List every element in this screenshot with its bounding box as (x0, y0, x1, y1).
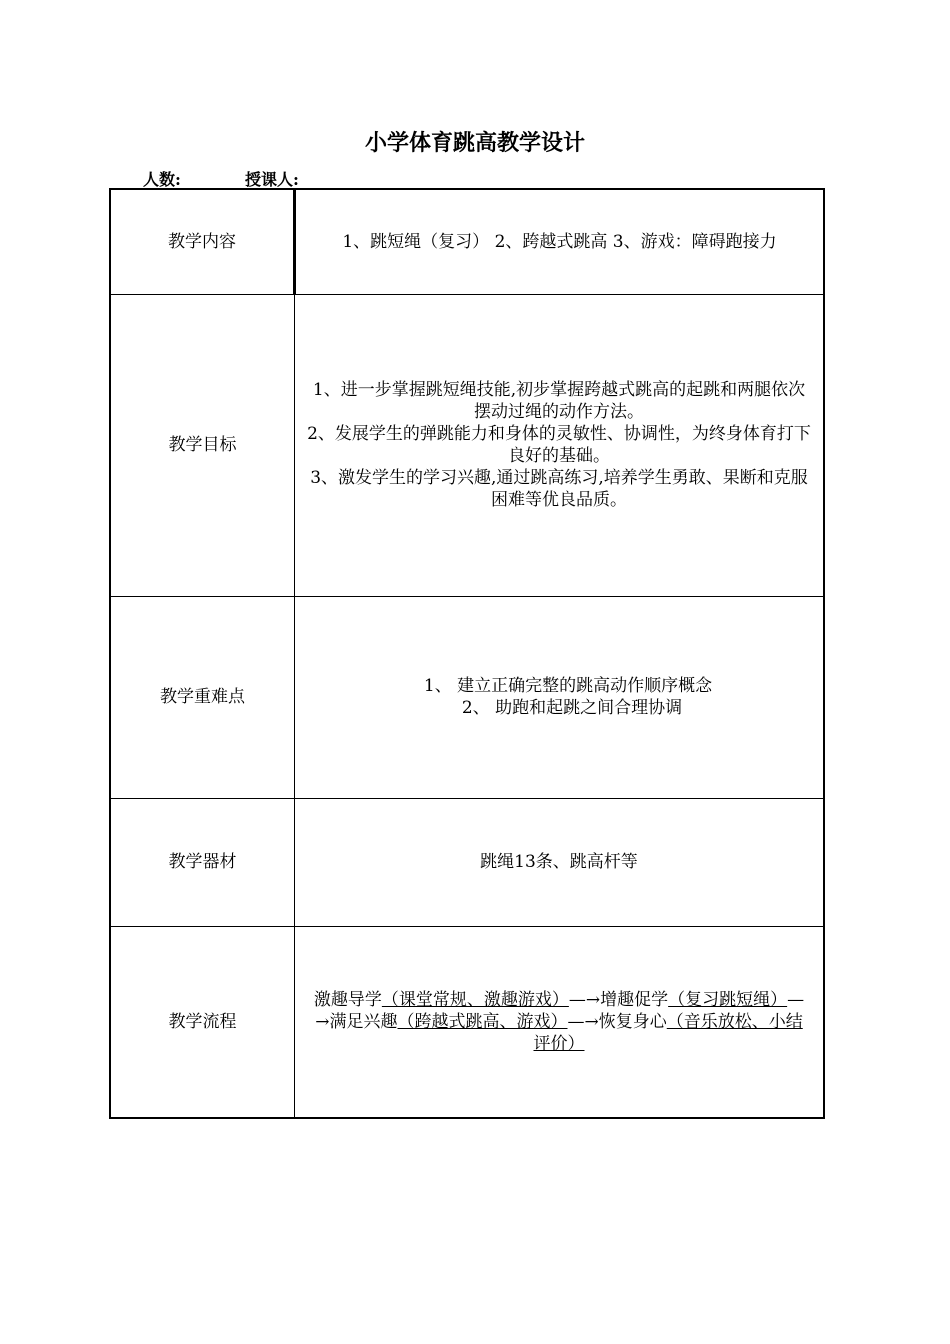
flow-detail: （课堂常规、激趣游戏） (381, 989, 569, 1010)
flow-step: 恢复身心 (598, 1011, 667, 1032)
value-content: 1、跳短绳（复习） 2、跨越式跳高 3、游戏：障碍跑接力 (295, 189, 825, 294)
flow-arrow: —→ (315, 989, 805, 1032)
document-title: 小学体育跳高教学设计 (364, 131, 585, 156)
flow-arrow: —→ (567, 1011, 599, 1032)
label-keypoints: 教学重难点 (110, 596, 295, 798)
label-goals: 教学目标 (110, 294, 295, 596)
flow-detail: （复习跳短绳） (668, 989, 788, 1010)
row-keypoints (110, 596, 824, 798)
keypoint-item: 1、 建立正确完整的跳高动作顺序概念 (423, 676, 713, 696)
flow-arrow: —→ (568, 989, 601, 1010)
label-equipment: 教学器材 (110, 798, 295, 926)
row-content (110, 189, 824, 294)
value-equipment: 跳绳13条、跳高杆等 (295, 798, 825, 926)
goal-item: 2、发展学生的弹跳能力和身体的灵敏性、协调性，为终身体育打下良好的基础。 (307, 424, 811, 466)
flow-detail: （跨越式跳高、游戏） (397, 1011, 568, 1032)
lesson-plan-table (109, 188, 825, 1119)
flow-step: 增趣促学 (600, 989, 669, 1010)
row-goals (110, 294, 824, 596)
goal-item: 1、进一步掌握跳短绳技能,初步掌握跨越式跳高的起跳和两腿依次摆动过绳的动作方法。 (312, 380, 806, 422)
label-content: 教学内容 (110, 189, 295, 294)
row-process (110, 926, 824, 1118)
keypoint-item: 2、 助跑和起跳之间合理协调 (461, 698, 683, 718)
value-goals (295, 294, 825, 596)
flow-step: 满足兴趣 (329, 1011, 398, 1032)
goal-item: 3、激发学生的学习兴趣,通过跳高练习,培养学生勇敢、果断和克服困难等优良品质。 (310, 468, 808, 510)
label-process: 教学流程 (110, 926, 295, 1118)
flow-step: 激趣导学 (313, 989, 382, 1010)
value-process (295, 926, 825, 1118)
teacher-label: 授课人: (245, 170, 299, 189)
row-equipment (110, 798, 824, 926)
value-keypoints (295, 596, 825, 798)
process-flow (295, 989, 823, 1055)
student-count-label: 人数: (143, 170, 181, 189)
flow-detail: （音乐放松、小结评价） (533, 1011, 803, 1054)
